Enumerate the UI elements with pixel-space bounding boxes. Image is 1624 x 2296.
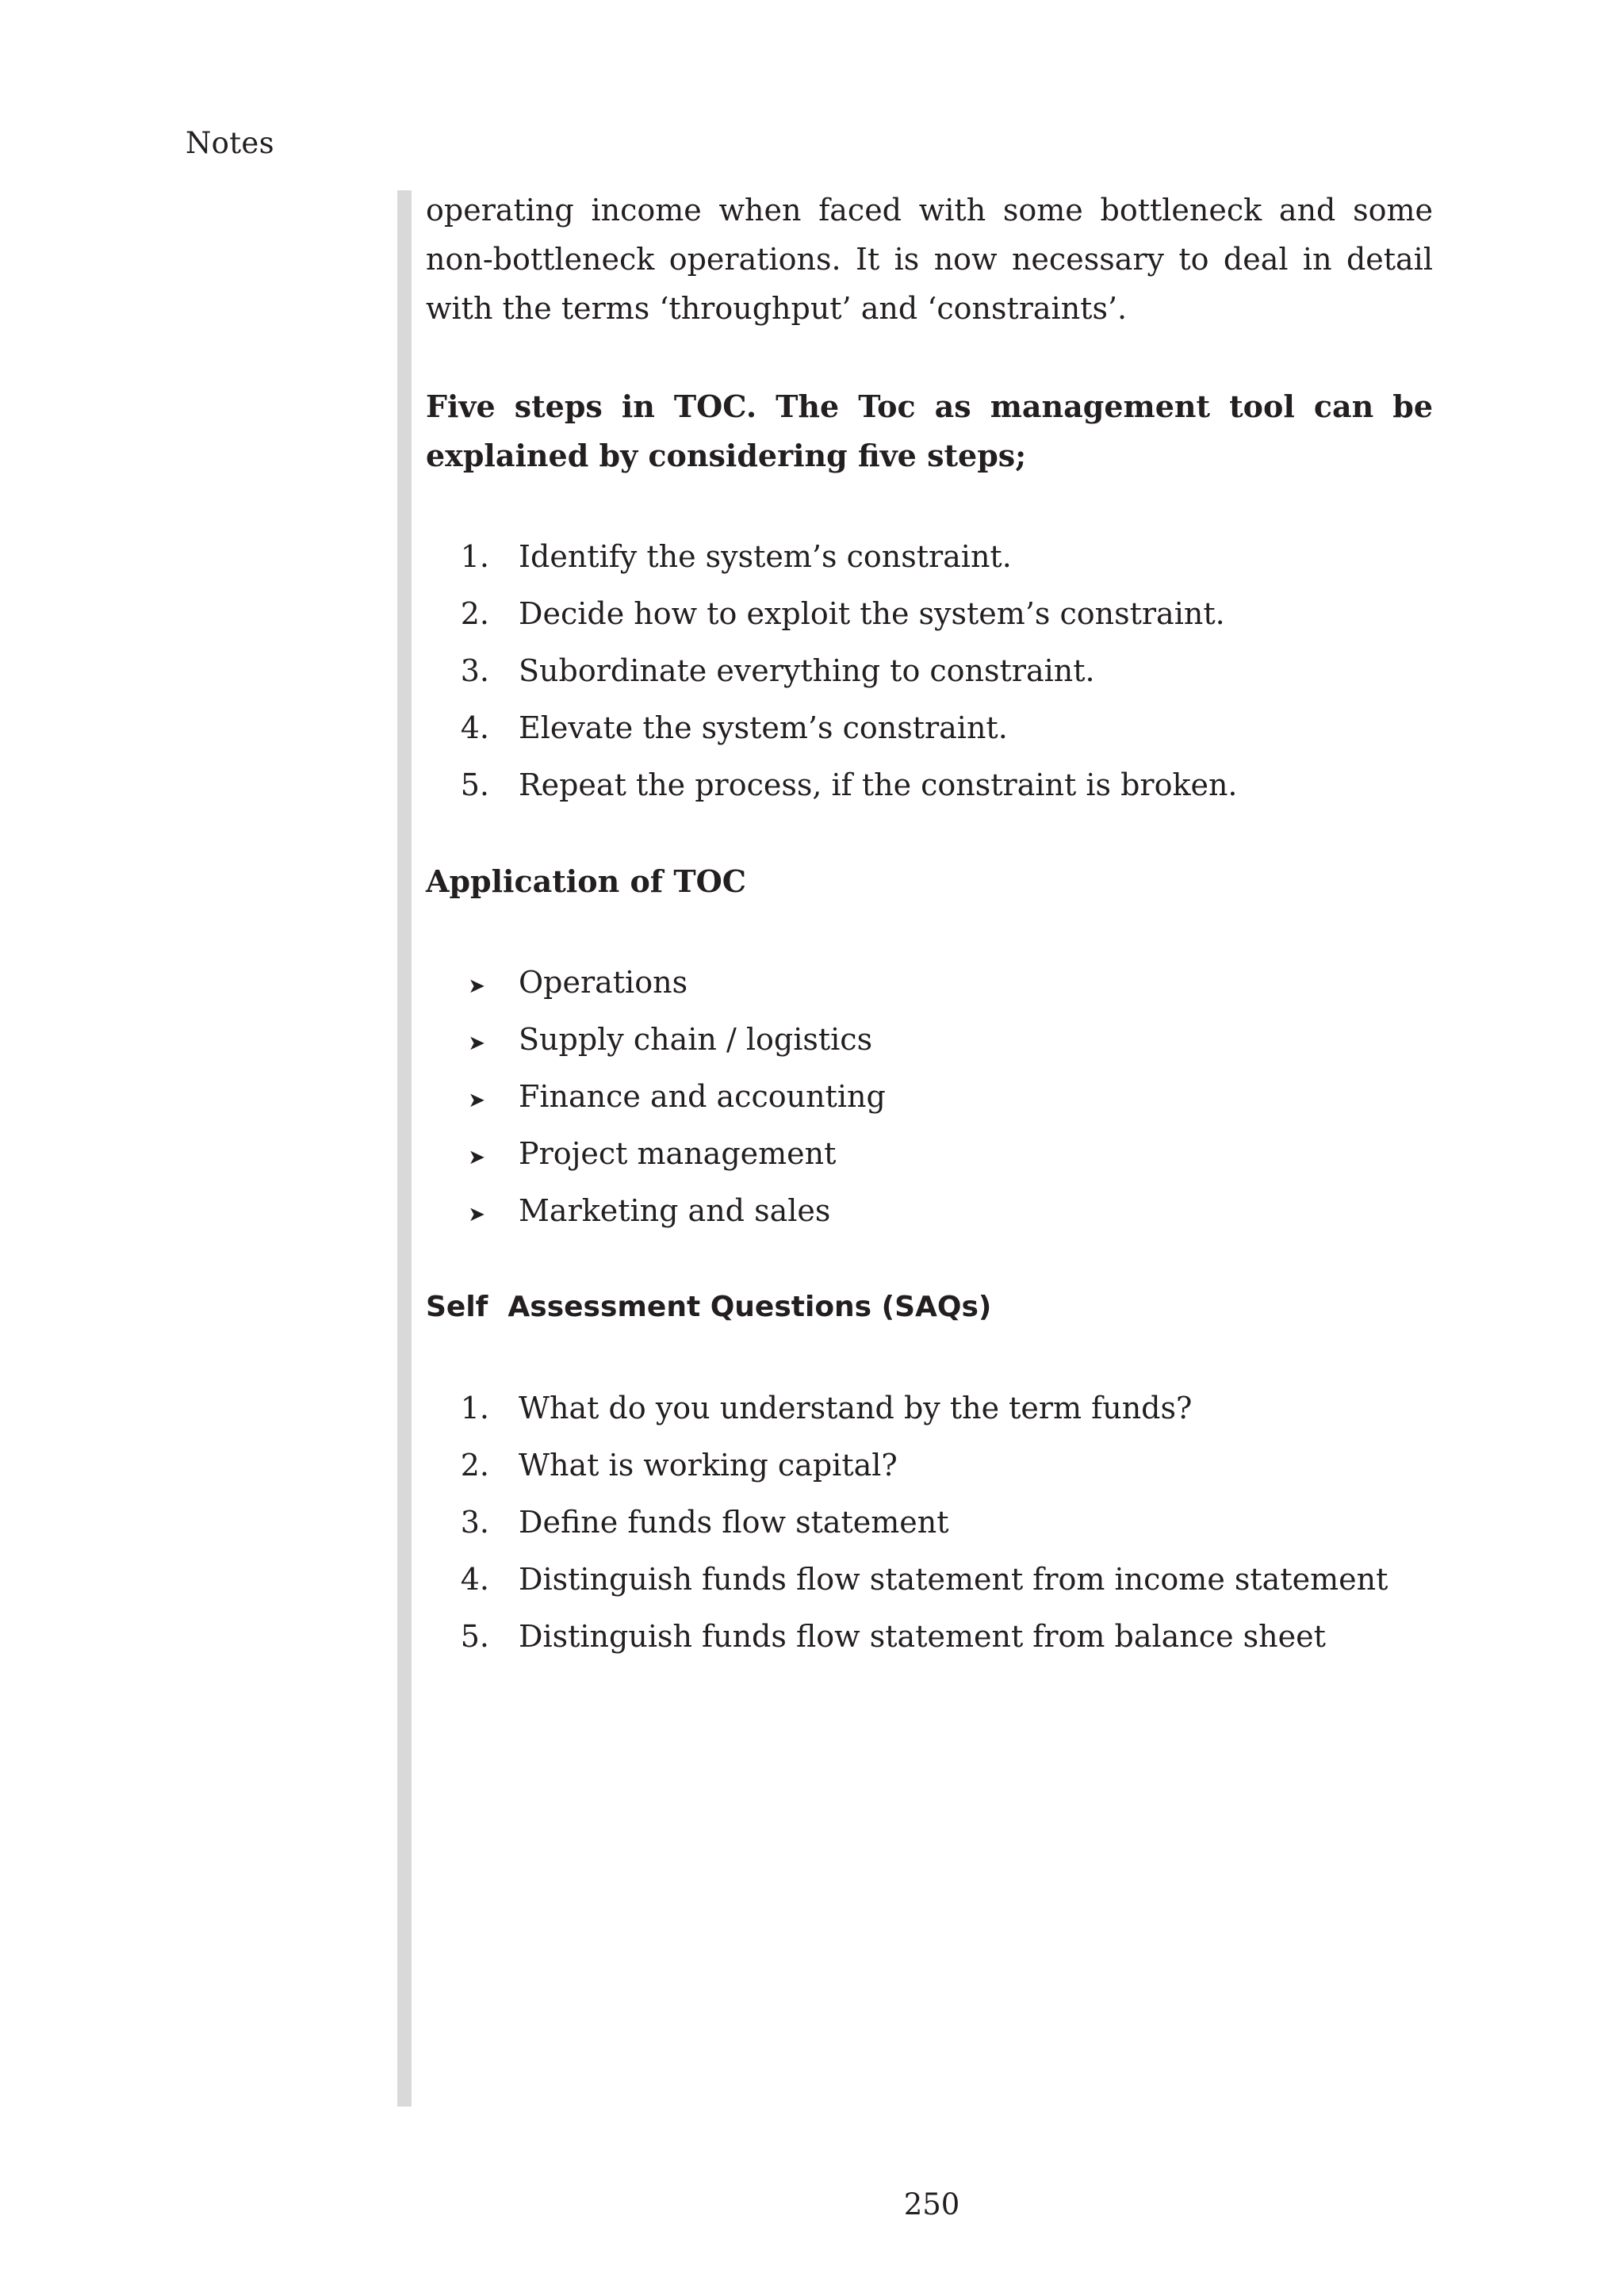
intro-paragraph: operating income when faced with some bottleneck and some non-bottleneck operations. It is now necessary to deal in detail with the terms ‘throughput’ and ‘constraints’. <box>426 193 1433 326</box>
list-item-text: Project management <box>519 1136 837 1171</box>
list-item-text: Define funds flow statement <box>519 1505 949 1540</box>
list-item <box>426 1068 1433 1125</box>
list-number: 1. <box>460 1391 489 1425</box>
list-item-text: What is working capital? <box>519 1448 898 1483</box>
arrowhead-bullet-icon: ➤ <box>468 1146 485 1169</box>
list-number: 5. <box>460 1619 489 1654</box>
list-item <box>426 1125 1433 1182</box>
list-item-text: Marketing and sales <box>519 1193 831 1228</box>
list-item <box>426 1380 1433 1437</box>
saqs-list <box>426 1380 1433 1665</box>
arrowhead-bullet-icon: ➤ <box>468 1031 485 1055</box>
list-item <box>426 642 1433 699</box>
list-item <box>426 1494 1433 1551</box>
list-item-text: Identify the system’s constraint. <box>519 539 1012 574</box>
list-item <box>426 1011 1433 1068</box>
page-content <box>426 186 1433 1665</box>
list-item <box>426 756 1433 813</box>
list-item-text: Subordinate everything to constraint. <box>519 653 1095 688</box>
margin-rule <box>397 190 412 2107</box>
list-item-text: Supply chain / logistics <box>519 1022 873 1057</box>
five-steps-heading: Five steps in TOC. The Toc as management tool can be explained by considering five steps; <box>426 388 1433 473</box>
list-item <box>426 1437 1433 1494</box>
five-steps-list <box>426 528 1433 813</box>
list-item-text: Decide how to exploit the system’s constraint. <box>519 596 1225 631</box>
application-list <box>426 954 1433 1239</box>
list-number: 2. <box>460 1448 489 1483</box>
list-number: 2. <box>460 596 489 631</box>
notes-label: Notes <box>186 126 274 160</box>
page-number: 250 <box>903 2187 960 2221</box>
list-number: 1. <box>460 539 489 574</box>
list-item <box>426 1182 1433 1239</box>
list-item-text: Repeat the process, if the constraint is broken. <box>519 767 1238 802</box>
arrowhead-bullet-icon: ➤ <box>468 974 485 998</box>
list-number: 5. <box>460 767 489 802</box>
list-number: 3. <box>460 653 489 688</box>
list-item-text: Elevate the system’s constraint. <box>519 710 1008 745</box>
list-item <box>426 585 1433 642</box>
list-item-text: Distinguish funds flow statement from income statement <box>519 1562 1388 1597</box>
list-number: 4. <box>460 1562 489 1597</box>
arrowhead-bullet-icon: ➤ <box>468 1089 485 1112</box>
list-item-text: What do you understand by the term funds? <box>519 1391 1193 1425</box>
list-number: 4. <box>460 710 489 745</box>
list-item <box>426 1608 1433 1665</box>
application-heading: Application of TOC <box>426 863 746 899</box>
list-item <box>426 528 1433 585</box>
list-number: 3. <box>460 1505 489 1540</box>
list-item <box>426 1551 1433 1608</box>
list-item <box>426 954 1433 1011</box>
list-item <box>426 699 1433 756</box>
list-item-text: Distinguish funds flow statement from balance sheet <box>519 1619 1326 1654</box>
saqs-heading: Self Assessment Questions (SAQs) <box>426 1291 992 1323</box>
arrowhead-bullet-icon: ➤ <box>468 1203 485 1226</box>
list-item-text: Finance and accounting <box>519 1079 886 1114</box>
list-item-text: Operations <box>519 965 688 1000</box>
